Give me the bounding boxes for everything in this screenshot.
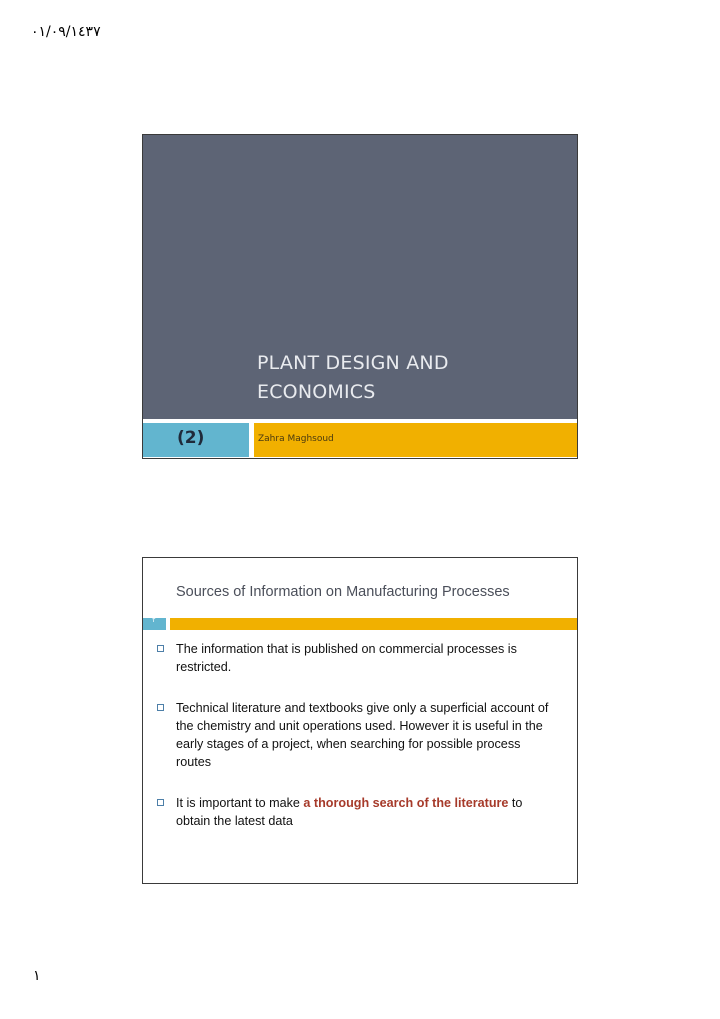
title-accent-band [170, 618, 577, 630]
bullet-item [157, 794, 557, 830]
square-bullet-icon [157, 704, 164, 711]
bullet-list [157, 640, 557, 830]
content-slide-title: Sources of Information on Manufacturing Processes [176, 584, 510, 600]
page-date: ٠١/٠٩/١٤٣٧ [31, 24, 101, 40]
author-box [254, 423, 577, 457]
bullet-text: Technical literature and textbooks give only a superficial account of the chemistry and unit operations used. However it is useful in the early stages of a project, when searching for possible process routes [176, 701, 549, 769]
title-slide-heading [257, 349, 557, 407]
square-bullet-icon [157, 799, 164, 806]
bullet-item [157, 699, 557, 771]
content-slide [142, 557, 578, 884]
author-name: Zahra Maghsoud [258, 434, 334, 444]
title-line-1: PLANT DESIGN AND [257, 352, 449, 374]
bullet-text: The information that is published on commercial processes is restricted. [176, 642, 517, 674]
square-bullet-icon [157, 645, 164, 652]
lecture-number-box [143, 423, 249, 457]
title-slide [142, 134, 578, 459]
bullet-highlight: a thorough search of the literature [303, 796, 509, 810]
bullet-item [157, 640, 557, 676]
lecture-number: (2) [177, 428, 205, 448]
bullet-text-after: to obtain the latest data [176, 796, 523, 828]
title-slide-main-panel [143, 135, 577, 419]
title-line-2: ECONOMICS [257, 381, 376, 403]
page-number: ١ [33, 968, 41, 984]
bullet-text-before: It is important to make [176, 796, 304, 810]
slide-number: ٢ [152, 616, 156, 624]
